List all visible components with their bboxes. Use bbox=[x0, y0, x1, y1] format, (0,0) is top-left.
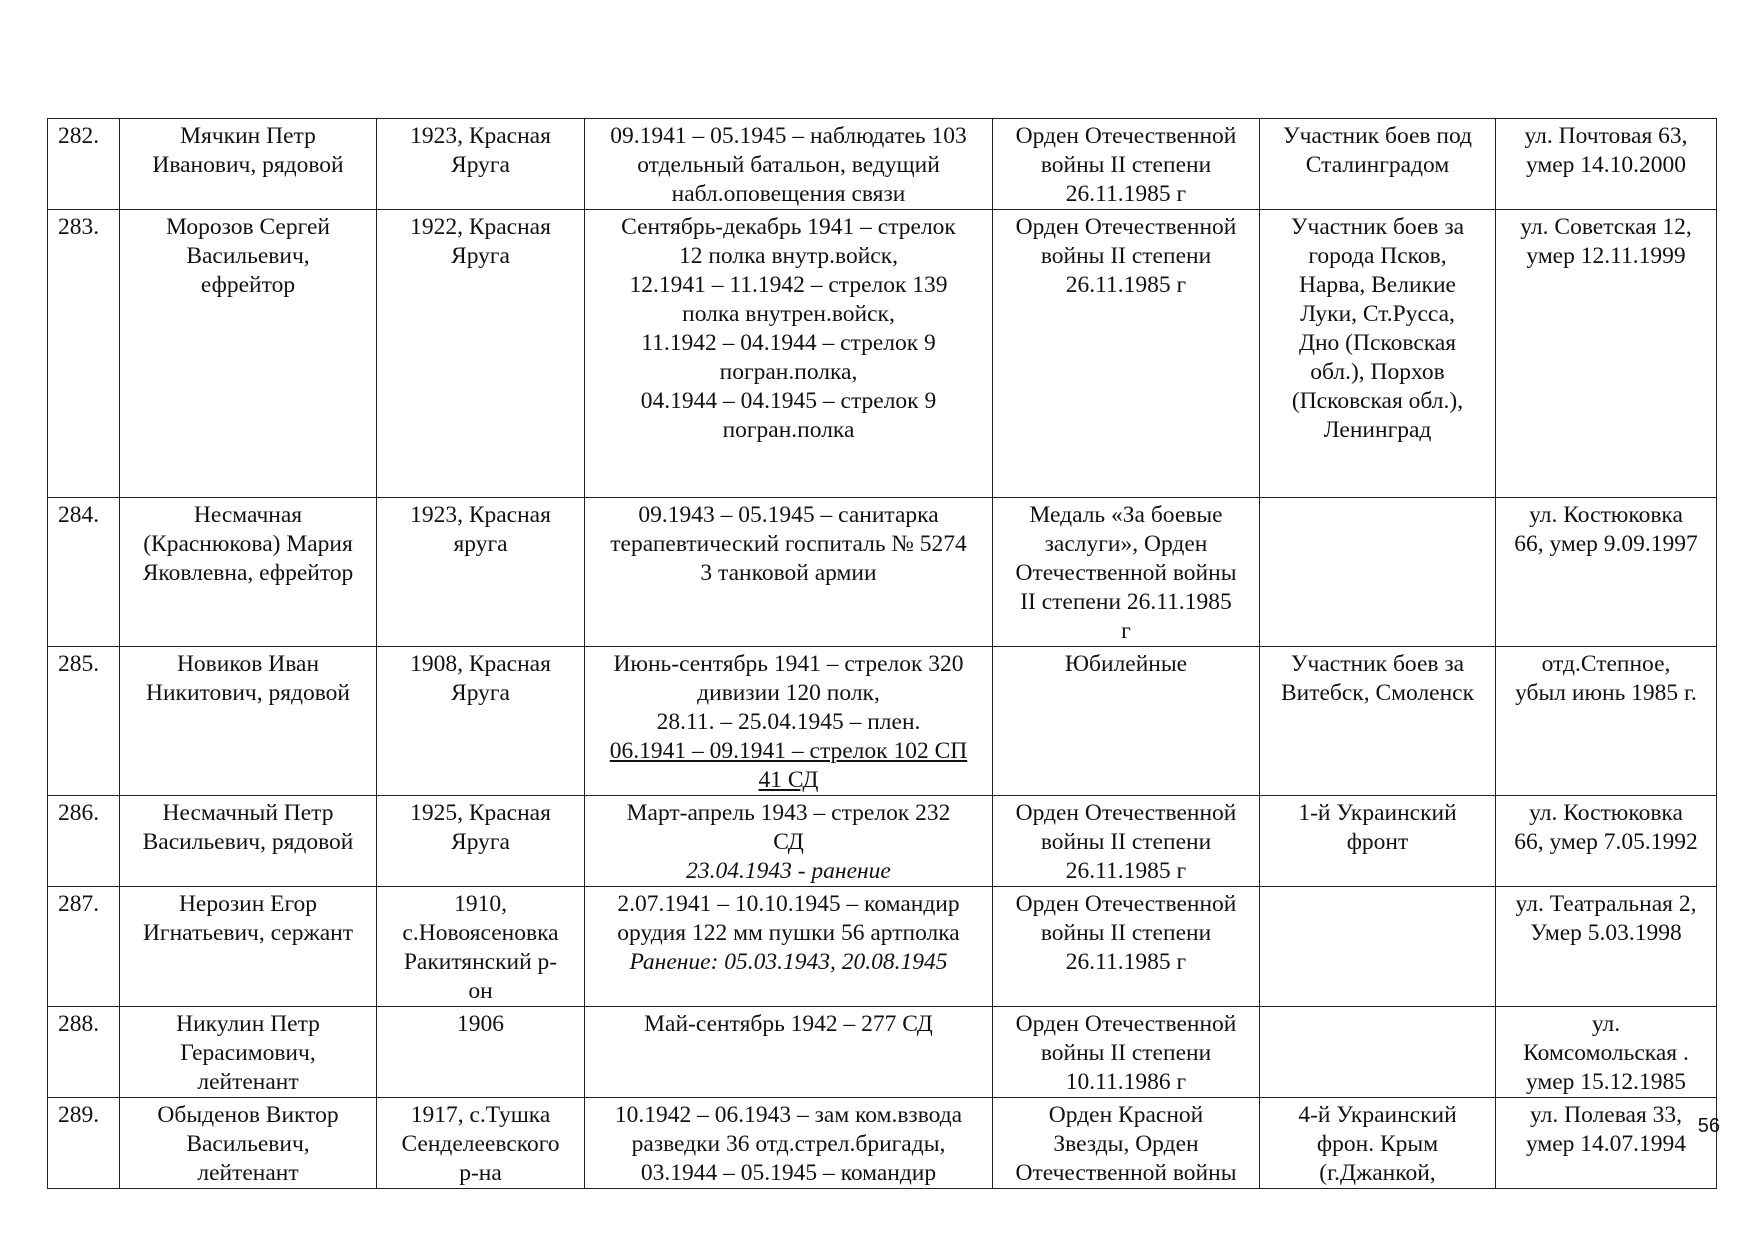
awards-line: Звезды, Орден bbox=[1053, 1131, 1199, 1157]
cell-address bbox=[1496, 210, 1717, 498]
name-line: Несмачный Петр bbox=[162, 800, 334, 826]
battles-line: (г.Джанкой, bbox=[1319, 1160, 1436, 1186]
table-row bbox=[48, 796, 1717, 887]
cell-birth bbox=[377, 887, 585, 1007]
battles-line: Участник боев за bbox=[1290, 651, 1465, 677]
address-line: ул. Костюковка bbox=[1529, 800, 1683, 826]
address-line: ул. Советская 12, bbox=[1520, 214, 1692, 240]
battles-line: 4-й Украинский bbox=[1298, 1102, 1457, 1128]
battles-line: Нарва, Великие bbox=[1299, 272, 1456, 298]
name-line: Яковлевна, ефрейтор bbox=[142, 560, 354, 586]
cell-address bbox=[1496, 1007, 1717, 1098]
row-number: 284. bbox=[58, 502, 100, 528]
birth-line: 1923, Красная bbox=[410, 502, 551, 528]
table-body bbox=[48, 119, 1717, 1189]
cell-address bbox=[1496, 887, 1717, 1007]
service-line: погран.полка bbox=[722, 417, 855, 443]
cell-awards bbox=[993, 1098, 1260, 1189]
awards-line: войны II степени bbox=[1040, 1040, 1212, 1066]
cell-battles bbox=[1260, 119, 1496, 210]
service-line: дивизии 120 полк, bbox=[697, 680, 880, 706]
address-line: умер 15.12.1985 bbox=[1525, 1069, 1687, 1095]
cell-birth bbox=[377, 210, 585, 498]
battles-line: Ленинград bbox=[1323, 417, 1432, 443]
name-line: Герасимович, bbox=[180, 1040, 316, 1066]
cell-number bbox=[48, 796, 120, 887]
name-line: Морозов Сергей bbox=[166, 214, 330, 240]
birth-line: 1923, Красная bbox=[410, 123, 551, 149]
cell-birth bbox=[377, 1007, 585, 1098]
awards-line: Орден Отечественной bbox=[1015, 800, 1237, 826]
service-line: 09.1943 – 05.1945 – санитарка bbox=[638, 502, 939, 528]
address-line: отд.Степное, bbox=[1541, 651, 1671, 677]
address-line: ул. Костюковка bbox=[1529, 502, 1683, 528]
service-line: Март-апрель 1943 – стрелок 232 bbox=[626, 800, 951, 826]
cell-service bbox=[585, 1007, 993, 1098]
cell-birth bbox=[377, 498, 585, 647]
cell-number bbox=[48, 498, 120, 647]
service-line: 03.1944 – 05.1945 – командир bbox=[640, 1160, 937, 1186]
cell-awards bbox=[993, 1007, 1260, 1098]
cell-awards bbox=[993, 887, 1260, 1007]
awards-line: Юбилейные bbox=[1064, 651, 1188, 677]
address-line: 66, умер 9.09.1997 bbox=[1514, 531, 1698, 557]
service-line: 12.1941 – 11.1942 – стрелок 139 bbox=[629, 272, 948, 298]
service-line: Июнь-сентябрь 1941 – стрелок 320 bbox=[613, 651, 964, 677]
birth-line: р-на bbox=[459, 1160, 502, 1186]
cell-birth bbox=[377, 1098, 585, 1189]
service-line: погран.полка, bbox=[719, 359, 858, 385]
cell-service bbox=[585, 1098, 993, 1189]
awards-line: войны II степени bbox=[1040, 243, 1212, 269]
address-line: 66, умер 7.05.1992 bbox=[1514, 829, 1698, 855]
birth-line: 1910, bbox=[454, 891, 507, 917]
birth-line: 1906 bbox=[457, 1011, 504, 1037]
cell-awards bbox=[993, 210, 1260, 498]
cell-battles bbox=[1260, 1098, 1496, 1189]
cell-number bbox=[48, 119, 120, 210]
service-line: 23.04.1943 - ранение bbox=[686, 858, 891, 884]
awards-line: г bbox=[1121, 618, 1131, 644]
cell-birth bbox=[377, 119, 585, 210]
table-row bbox=[48, 1007, 1717, 1098]
birth-line: Яруга bbox=[451, 243, 510, 269]
awards-line: Орден Отечественной bbox=[1015, 123, 1237, 149]
service-line: 11.1942 – 04.1944 – стрелок 9 bbox=[641, 330, 936, 356]
name-line: Васильевич, рядовой bbox=[142, 829, 354, 855]
service-line: 04.1944 – 04.1945 – стрелок 9 bbox=[640, 388, 937, 414]
battles-line: фрон. Крым bbox=[1316, 1131, 1439, 1157]
awards-line: 26.11.1985 г bbox=[1065, 272, 1187, 298]
row-number: 287. bbox=[58, 891, 100, 917]
cell-battles bbox=[1260, 887, 1496, 1007]
birth-line: 1925, Красная bbox=[410, 800, 551, 826]
battles-line: Участник боев за bbox=[1290, 214, 1465, 240]
cell-name bbox=[120, 796, 377, 887]
address-line: убыл июнь 1985 г. bbox=[1515, 680, 1697, 706]
name-line: Игнатьевич, сержант bbox=[142, 920, 354, 946]
row-number: 282. bbox=[58, 123, 100, 149]
address-line: Умер 5.03.1998 bbox=[1530, 920, 1682, 946]
service-line: орудия 122 мм пушки 56 артполка bbox=[617, 920, 960, 946]
battles-line: Витебск, Смоленск bbox=[1280, 680, 1475, 706]
name-line: Васильевич, bbox=[186, 1131, 310, 1157]
awards-line: 26.11.1985 г bbox=[1065, 181, 1187, 207]
cell-awards bbox=[993, 498, 1260, 647]
cell-address bbox=[1496, 119, 1717, 210]
battles-line: Луки, Ст.Русса, bbox=[1300, 301, 1455, 327]
veterans-table bbox=[47, 118, 1717, 1189]
row-number: 289. bbox=[58, 1102, 100, 1128]
address-line: умер 12.11.1999 bbox=[1526, 243, 1686, 269]
name-line: Новиков Иван bbox=[176, 651, 320, 677]
service-line: СД bbox=[773, 829, 804, 855]
address-line: ул. bbox=[1591, 1011, 1621, 1037]
name-line: Мячкин Петр bbox=[180, 123, 316, 149]
battles-line: обл.), Порхов bbox=[1310, 359, 1445, 385]
cell-service bbox=[585, 887, 993, 1007]
service-line: 09.1941 – 05.1945 – наблюдатеь 103 bbox=[610, 123, 967, 149]
service-line: разведки 36 отд.стрел.бригады, bbox=[631, 1131, 946, 1157]
address-line: ул. Почтовая 63, bbox=[1524, 123, 1688, 149]
service-line: полка внутрен.войск, bbox=[682, 301, 895, 327]
cell-name bbox=[120, 887, 377, 1007]
name-line: лейтенант bbox=[197, 1069, 299, 1095]
cell-number bbox=[48, 1098, 120, 1189]
battles-line: 1-й Украинский bbox=[1298, 800, 1457, 826]
birth-line: с.Новоясеновка bbox=[402, 920, 559, 946]
service-line: набл.оповещения связи bbox=[671, 181, 906, 207]
name-line: ефрейтор bbox=[200, 272, 296, 298]
cell-battles bbox=[1260, 1007, 1496, 1098]
service-line: Май-сентябрь 1942 – 277 СД bbox=[644, 1011, 933, 1037]
row-number: 288. bbox=[58, 1011, 100, 1037]
cell-service bbox=[585, 210, 993, 498]
address-line: ул. Театральная 2, bbox=[1515, 891, 1697, 917]
cell-number bbox=[48, 887, 120, 1007]
cell-awards bbox=[993, 796, 1260, 887]
cell-address bbox=[1496, 647, 1717, 796]
awards-line: 26.11.1985 г bbox=[1065, 949, 1187, 975]
service-line: 06.1941 – 09.1941 – стрелок 102 СП bbox=[609, 738, 968, 764]
service-line: 10.1942 – 06.1943 – зам ком.взвода bbox=[614, 1102, 963, 1128]
awards-line: 26.11.1985 г bbox=[1065, 858, 1187, 884]
service-line: Сентябрь-декабрь 1941 – стрелок bbox=[621, 214, 956, 240]
address-line: умер 14.10.2000 bbox=[1525, 152, 1687, 178]
name-line: Васильевич, bbox=[186, 243, 310, 269]
birth-line: 1908, Красная bbox=[410, 651, 551, 677]
birth-line: Яруга bbox=[451, 680, 510, 706]
cell-birth bbox=[377, 647, 585, 796]
page-number: 56 bbox=[1697, 1115, 1720, 1137]
table-row bbox=[48, 887, 1717, 1007]
birth-line: Яруга bbox=[451, 152, 510, 178]
cell-number bbox=[48, 1007, 120, 1098]
service-line: Ранение: 05.03.1943, 20.08.1945 bbox=[629, 949, 948, 975]
name-line: Нерозин Егор bbox=[178, 891, 318, 917]
service-line: терапевтический госпиталь № 5274 bbox=[610, 531, 967, 557]
awards-line: Медаль «За боевые bbox=[1029, 502, 1223, 528]
awards-line: Отечественной войны bbox=[1015, 560, 1237, 586]
name-line: лейтенант bbox=[197, 1160, 299, 1186]
row-number: 285. bbox=[58, 651, 100, 677]
row-number: 283. bbox=[58, 214, 100, 240]
birth-line: 1917, с.Тушка bbox=[410, 1102, 551, 1128]
birth-line: Сенделеевского bbox=[401, 1131, 560, 1157]
cell-service bbox=[585, 119, 993, 210]
cell-number bbox=[48, 647, 120, 796]
battles-line: Дно (Псковская bbox=[1298, 330, 1457, 356]
awards-line: Орден Отечественной bbox=[1015, 214, 1237, 240]
cell-battles bbox=[1260, 210, 1496, 498]
service-line: 41 СД bbox=[758, 767, 819, 793]
service-line: 3 танковой армии bbox=[700, 560, 877, 586]
table-row bbox=[48, 647, 1717, 796]
battles-line: фронт bbox=[1346, 829, 1409, 855]
name-line: Обыденов Виктор bbox=[157, 1102, 339, 1128]
service-line: отдельный батальон, ведущий bbox=[637, 152, 940, 178]
cell-service bbox=[585, 796, 993, 887]
service-line: 28.11. – 25.04.1945 – плен. bbox=[656, 709, 921, 735]
awards-line: II степени 26.11.1985 bbox=[1020, 589, 1232, 615]
battles-line: Участник боев под bbox=[1282, 123, 1473, 149]
awards-line: Орден Отечественной bbox=[1015, 1011, 1237, 1037]
battles-line: Сталинградом bbox=[1305, 152, 1450, 178]
cell-name bbox=[120, 119, 377, 210]
awards-line: Отечественной войны bbox=[1015, 1160, 1237, 1186]
table-row bbox=[48, 1098, 1717, 1189]
cell-address bbox=[1496, 1098, 1717, 1189]
awards-line: заслуги», Орден bbox=[1044, 531, 1208, 557]
cell-name bbox=[120, 1007, 377, 1098]
cell-name bbox=[120, 210, 377, 498]
cell-battles bbox=[1260, 498, 1496, 647]
name-line: Никулин Петр bbox=[176, 1011, 320, 1037]
cell-number bbox=[48, 210, 120, 498]
awards-line: войны II степени bbox=[1040, 152, 1212, 178]
awards-line: войны II степени bbox=[1040, 920, 1212, 946]
name-line: Никитович, рядовой bbox=[145, 680, 351, 706]
cell-name bbox=[120, 1098, 377, 1189]
birth-line: яруга bbox=[453, 531, 508, 557]
address-line: ул. Полевая 33, bbox=[1529, 1102, 1683, 1128]
service-line: 2.07.1941 – 10.10.1945 – командир bbox=[617, 891, 960, 917]
name-line: Иванович, рядовой bbox=[152, 152, 344, 178]
cell-awards bbox=[993, 119, 1260, 210]
service-line: 12 полка внутр.войск, bbox=[678, 243, 899, 269]
birth-line: Ракитянский р- bbox=[403, 949, 558, 975]
cell-awards bbox=[993, 647, 1260, 796]
awards-line: 10.11.1986 г bbox=[1065, 1069, 1187, 1095]
table-row bbox=[48, 210, 1717, 498]
awards-line: Орден Красной bbox=[1048, 1102, 1204, 1128]
cell-name bbox=[120, 647, 377, 796]
cell-address bbox=[1496, 498, 1717, 647]
cell-name bbox=[120, 498, 377, 647]
name-line: (Краснюкова) Мария bbox=[143, 531, 353, 557]
cell-address bbox=[1496, 796, 1717, 887]
battles-line: (Псковская обл.), bbox=[1291, 388, 1464, 414]
awards-line: войны II степени bbox=[1040, 829, 1212, 855]
table-row bbox=[48, 119, 1717, 210]
cell-service bbox=[585, 498, 993, 647]
cell-battles bbox=[1260, 796, 1496, 887]
birth-line: он bbox=[468, 978, 493, 1004]
table-row bbox=[48, 498, 1717, 647]
battles-line: города Псков, bbox=[1308, 243, 1447, 269]
address-line: Комсомольская . bbox=[1523, 1040, 1689, 1066]
cell-battles bbox=[1260, 647, 1496, 796]
awards-line: Орден Отечественной bbox=[1015, 891, 1237, 917]
birth-line: 1922, Красная bbox=[410, 214, 551, 240]
cell-service bbox=[585, 647, 993, 796]
row-number: 286. bbox=[58, 800, 100, 826]
address-line: умер 14.07.1994 bbox=[1525, 1131, 1687, 1157]
cell-birth bbox=[377, 796, 585, 887]
birth-line: Яруга bbox=[451, 829, 510, 855]
name-line: Несмачная bbox=[193, 502, 303, 528]
